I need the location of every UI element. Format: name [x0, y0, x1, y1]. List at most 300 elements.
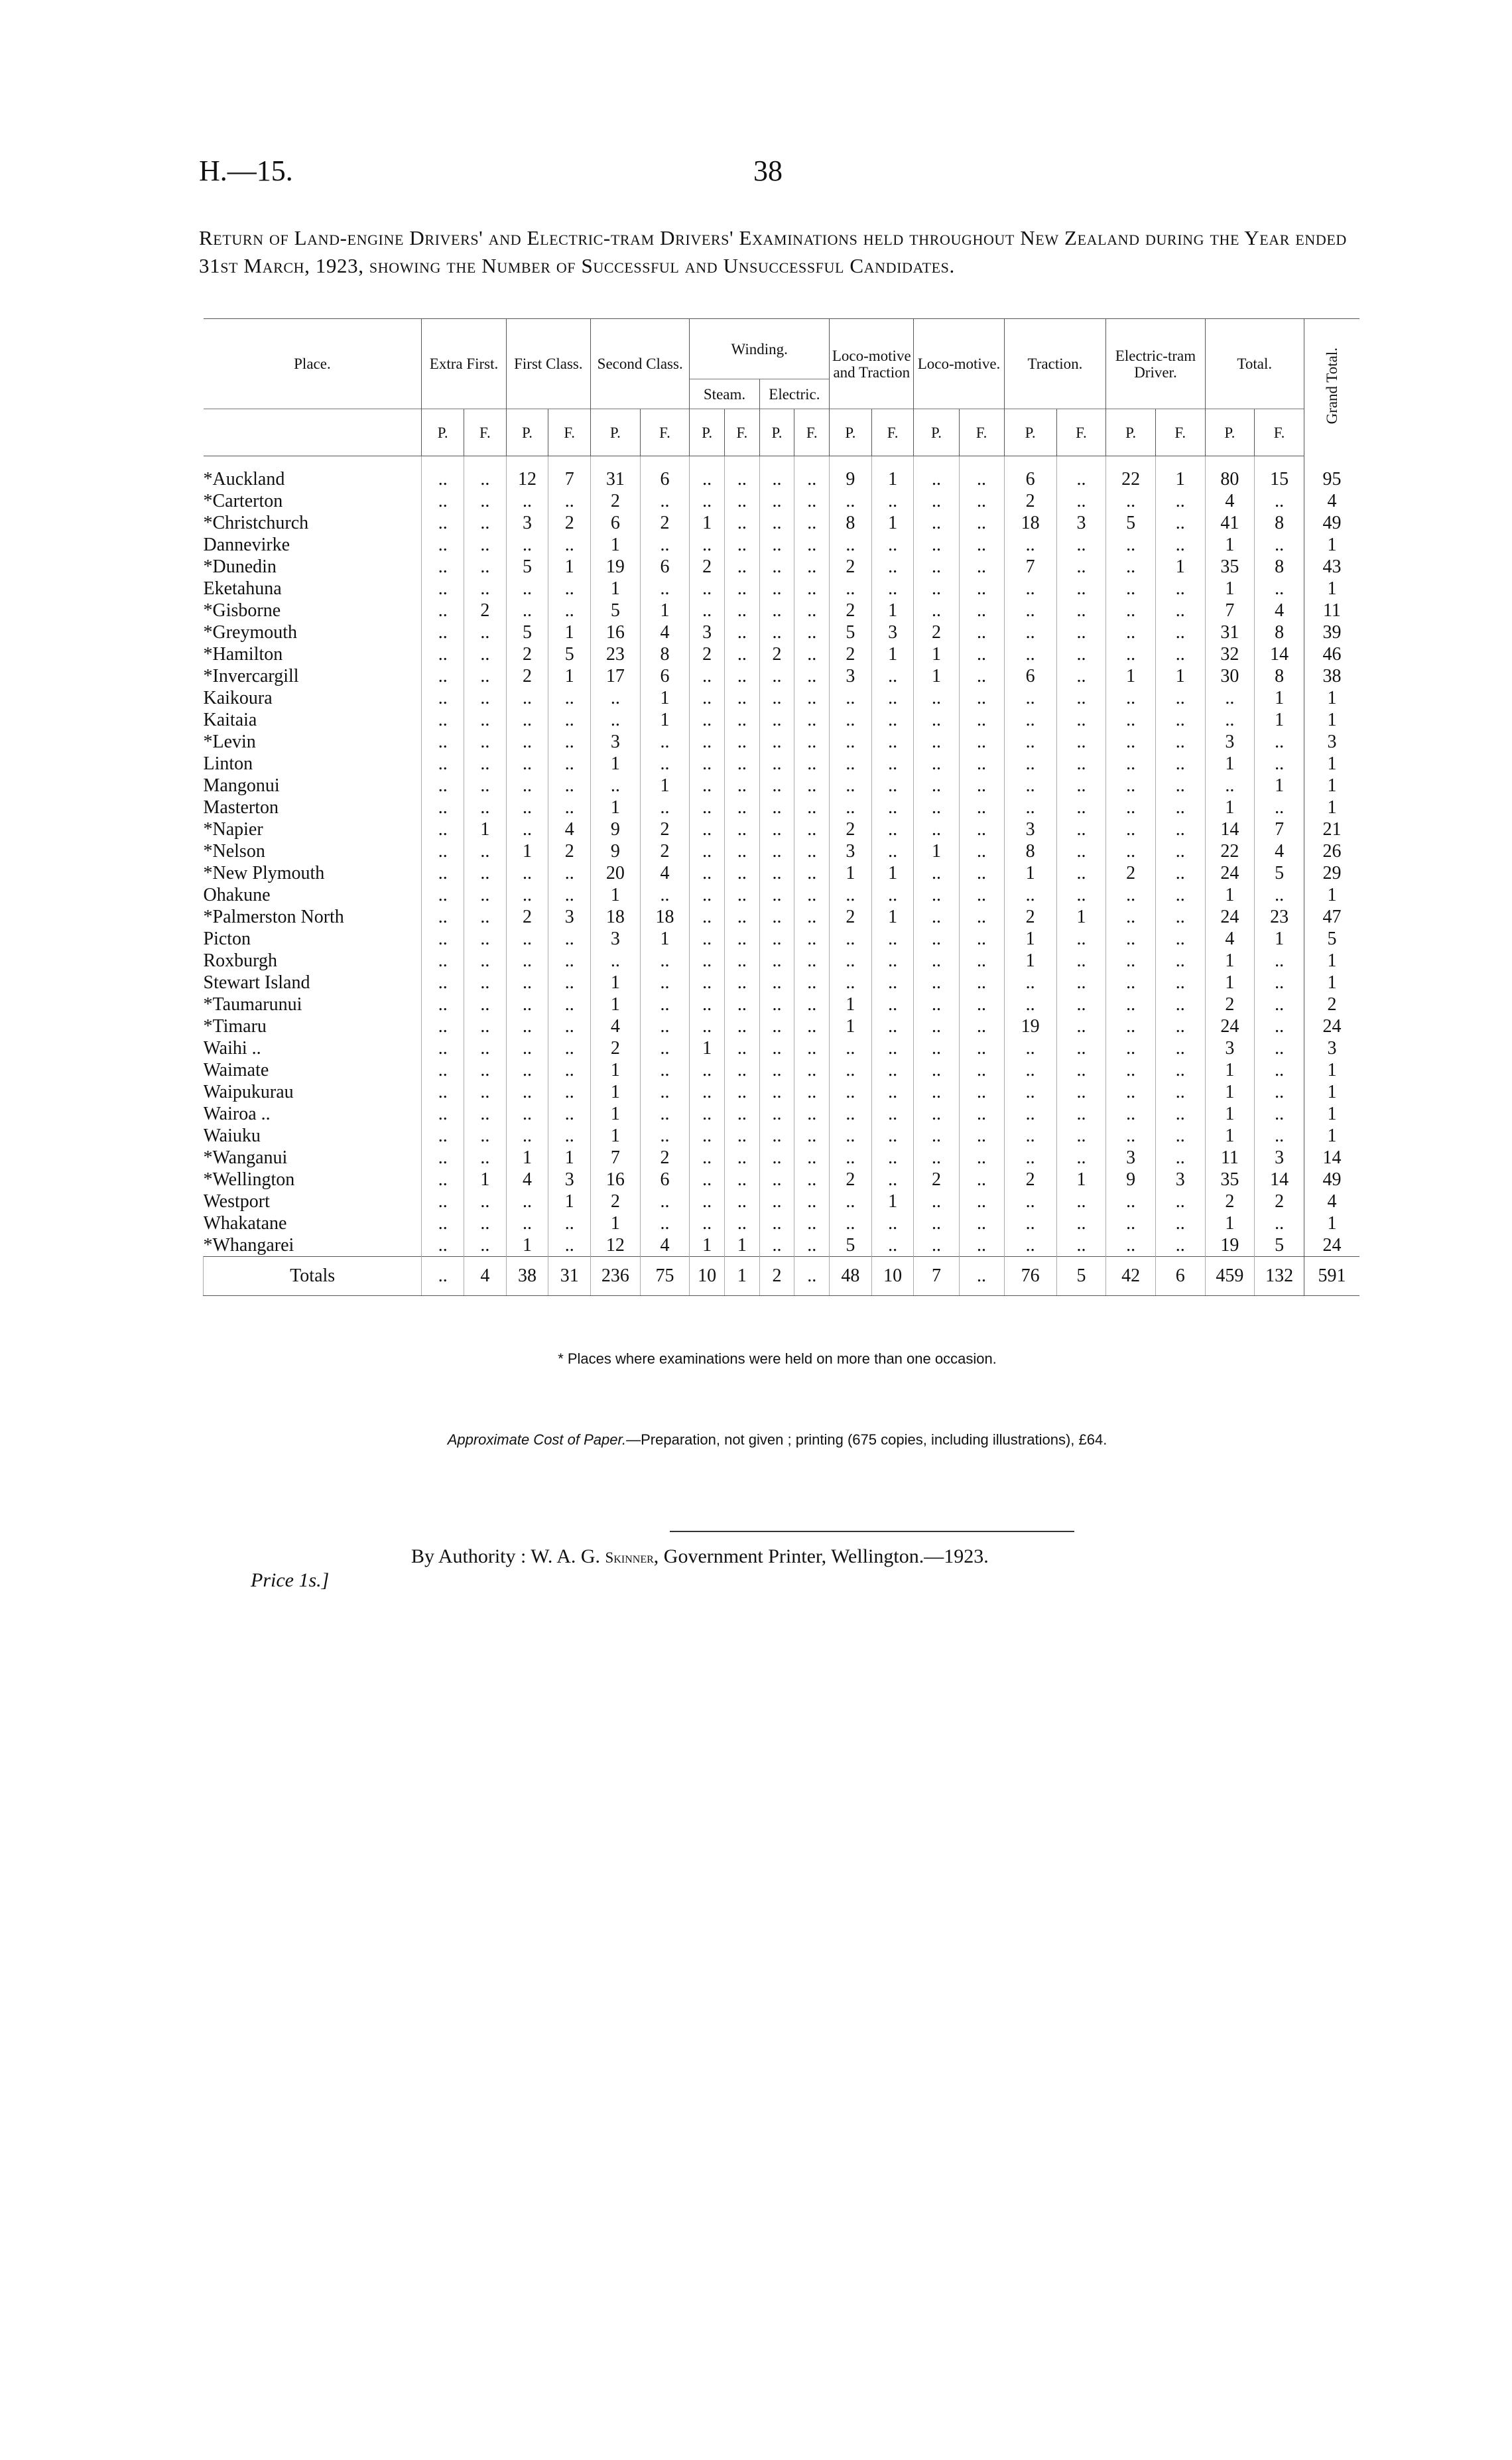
table-cell: ..	[959, 687, 1004, 709]
totals-cell: 10	[871, 1257, 914, 1296]
table-cell: ..	[690, 753, 725, 775]
table-cell: ..	[690, 972, 725, 994]
table-cell: ..	[422, 534, 464, 556]
table-row	[204, 578, 1360, 600]
table-cell: ..	[759, 490, 794, 512]
table-row	[204, 709, 1360, 731]
table-cell: ..	[464, 578, 507, 600]
totals-row	[204, 1257, 1360, 1296]
table-cell: 8	[830, 512, 872, 534]
table-cell: ..	[959, 862, 1004, 884]
table-cell: ..	[422, 928, 464, 950]
table-cell: ..	[759, 862, 794, 884]
place-name: *Dunedin	[203, 556, 277, 577]
table-cell: ..	[914, 753, 959, 775]
table-cell: 1	[548, 1147, 591, 1169]
place-name: Wairoa ..	[203, 1104, 271, 1124]
table-cell: ..	[794, 906, 830, 928]
place-name: Masterton	[203, 797, 279, 818]
table-cell: ..	[1255, 731, 1304, 753]
table-cell: ..	[690, 534, 725, 556]
table-cell: ..	[506, 884, 548, 906]
table-cell: ..	[871, 1125, 914, 1147]
table-cell: ..	[1255, 884, 1304, 906]
table-cell: ..	[464, 1147, 507, 1169]
table-cell: ..	[759, 1103, 794, 1125]
document-reference: H.—15.	[199, 155, 293, 187]
table-cell: ..	[690, 731, 725, 753]
table-cell: 1	[591, 797, 641, 818]
table-cell: 5	[506, 556, 548, 578]
table-cell: 23	[1255, 906, 1304, 928]
table-cell: ..	[1155, 512, 1205, 534]
place-name: *New Plymouth	[203, 863, 325, 883]
table-cell: ..	[1155, 1234, 1205, 1257]
table-cell: ..	[1155, 775, 1205, 797]
table-cell: ..	[591, 775, 641, 797]
grand-total-sum: 591	[1304, 1257, 1359, 1296]
header-f: F.	[464, 409, 507, 456]
table-cell: ..	[506, 1103, 548, 1125]
table-cell: ..	[422, 1212, 464, 1234]
table-cell: 22	[1106, 456, 1156, 491]
table-cell: ..	[759, 687, 794, 709]
table-cell: 15	[1255, 456, 1304, 491]
table-cell: ..	[422, 818, 464, 840]
table-cell: ..	[725, 840, 760, 862]
table-cell: ..	[1056, 1103, 1106, 1125]
table-cell: ..	[759, 1125, 794, 1147]
table-cell: ..	[640, 1081, 690, 1103]
table-cell: ..	[759, 1059, 794, 1081]
header-f: F.	[1056, 409, 1106, 456]
table-cell: 1	[871, 643, 914, 665]
table-row	[204, 456, 1360, 491]
table-cell: ..	[640, 884, 690, 906]
table-cell: 3	[548, 906, 591, 928]
table-cell: ..	[914, 1059, 959, 1081]
table-cell: ..	[794, 1059, 830, 1081]
table-row	[204, 928, 1360, 950]
table-cell: ..	[464, 1081, 507, 1103]
header-f: F.	[725, 409, 760, 456]
table-cell: ..	[422, 972, 464, 994]
table-cell: 1	[690, 512, 725, 534]
table-cell: ..	[422, 1147, 464, 1169]
header-extra-first: Extra First.	[422, 319, 506, 409]
table-cell: ..	[1155, 1059, 1205, 1081]
table-body	[204, 456, 1360, 1257]
table-cell: ..	[759, 818, 794, 840]
table-cell: ..	[871, 994, 914, 1015]
table-cell: ..	[1155, 797, 1205, 818]
table-cell: 8	[1255, 665, 1304, 687]
table-cell: ..	[914, 578, 959, 600]
table-cell: ..	[725, 643, 760, 665]
table-cell: ..	[1255, 972, 1304, 994]
table-cell: ..	[1155, 862, 1205, 884]
table-cell: 2	[830, 643, 872, 665]
header-electric: Electric.	[759, 379, 829, 409]
table-cell: ..	[1056, 1234, 1106, 1257]
table-cell: 23	[591, 643, 641, 665]
table-cell: ..	[422, 1059, 464, 1081]
table-cell: ..	[914, 862, 959, 884]
table-cell: ..	[548, 1125, 591, 1147]
table-cell: 6	[640, 1169, 690, 1191]
table-cell: ..	[759, 1234, 794, 1257]
table-cell: ..	[690, 1103, 725, 1125]
table-cell: 1	[690, 1037, 725, 1059]
table-cell: ..	[759, 1081, 794, 1103]
table-cell: ..	[759, 972, 794, 994]
totals-label: Totals	[204, 1257, 422, 1296]
table-cell: 6	[591, 512, 641, 534]
table-cell: ..	[830, 1212, 872, 1234]
table-cell: 6	[1004, 456, 1056, 491]
table-cell: 1	[690, 1234, 725, 1257]
table-cell: 7	[1255, 818, 1304, 840]
totals-cell: ..	[959, 1257, 1004, 1296]
table-cell: 1	[1155, 665, 1205, 687]
table-cell: 1	[1056, 1169, 1106, 1191]
table-cell: ..	[871, 797, 914, 818]
table-cell: ..	[422, 1125, 464, 1147]
table-cell: ..	[1056, 1059, 1106, 1081]
table-cell: 1	[1205, 1081, 1255, 1103]
table-cell: 35	[1205, 1169, 1255, 1191]
totals-cell: 76	[1004, 1257, 1056, 1296]
table-cell: 41	[1205, 512, 1255, 534]
header-winding: Winding.	[690, 319, 830, 379]
grand-total-label: Grand Total.	[1323, 348, 1340, 424]
table-cell: ..	[759, 600, 794, 621]
table-row	[204, 906, 1360, 928]
table-cell: ..	[1106, 972, 1156, 994]
table-row	[204, 490, 1360, 512]
header-f: F.	[1255, 409, 1304, 456]
table-cell: ..	[1255, 753, 1304, 775]
table-cell: ..	[422, 556, 464, 578]
table-cell: ..	[914, 731, 959, 753]
table-cell: 1	[1255, 928, 1304, 950]
table-cell: ..	[1056, 1212, 1106, 1234]
table-cell: ..	[959, 512, 1004, 534]
table-cell: 5	[1255, 1234, 1304, 1257]
table-cell: 1	[914, 665, 959, 687]
table-cell: ..	[759, 556, 794, 578]
table-cell: ..	[690, 600, 725, 621]
table-cell: ..	[1106, 928, 1156, 950]
table-cell: 2	[1205, 994, 1255, 1015]
table-cell: ..	[1155, 840, 1205, 862]
table-cell: ..	[725, 534, 760, 556]
grand-total-cell: 29	[1304, 862, 1359, 884]
table-cell: ..	[1106, 1234, 1156, 1257]
table-cell: ..	[725, 1212, 760, 1234]
table-cell: ..	[830, 950, 872, 972]
table-cell: 2	[830, 600, 872, 621]
table-cell: 80	[1205, 456, 1255, 491]
table-cell: ..	[506, 1212, 548, 1234]
table-cell: ..	[464, 1234, 507, 1257]
table-cell: 2	[548, 512, 591, 534]
table-cell: 5	[548, 643, 591, 665]
table-cell: ..	[1056, 753, 1106, 775]
table-cell: 3	[690, 621, 725, 643]
table-cell: ..	[422, 1037, 464, 1059]
table-cell: ..	[959, 775, 1004, 797]
table-cell: ..	[725, 1015, 760, 1037]
table-cell: ..	[759, 709, 794, 731]
table-row	[204, 950, 1360, 972]
grand-total-cell: 39	[1304, 621, 1359, 643]
table-cell: ..	[759, 928, 794, 950]
table-cell: ..	[871, 1212, 914, 1234]
table-cell: ..	[871, 884, 914, 906]
table-cell: 1	[1205, 1125, 1255, 1147]
table-cell: ..	[422, 994, 464, 1015]
table-cell: ..	[1155, 928, 1205, 950]
place-name: Westport	[203, 1191, 270, 1212]
table-cell: ..	[1255, 1125, 1304, 1147]
table-cell: ..	[914, 884, 959, 906]
table-cell: ..	[1106, 906, 1156, 928]
table-cell: 1	[640, 709, 690, 731]
table-cell: 4	[640, 621, 690, 643]
table-cell: ..	[690, 906, 725, 928]
table-cell: 5	[1255, 862, 1304, 884]
table-cell: ..	[422, 775, 464, 797]
table-cell: 1	[591, 578, 641, 600]
divider	[670, 1531, 1074, 1532]
place-name: *Nelson	[203, 841, 265, 862]
table-cell: ..	[794, 862, 830, 884]
table-cell: ..	[422, 797, 464, 818]
place-name: *Napier	[203, 819, 263, 840]
table-cell: 2	[1106, 862, 1156, 884]
table-cell: ..	[914, 972, 959, 994]
table-row	[204, 1015, 1360, 1037]
table-cell: ..	[422, 578, 464, 600]
table-cell: ..	[794, 534, 830, 556]
table-cell: 2	[591, 1037, 641, 1059]
table-cell: ..	[1004, 600, 1056, 621]
table-cell: ..	[725, 490, 760, 512]
table-cell: 1	[1155, 556, 1205, 578]
table-cell: ..	[914, 797, 959, 818]
table-cell: ..	[464, 621, 507, 643]
table-cell: ..	[690, 687, 725, 709]
place-name: *Palmerston North	[203, 907, 344, 927]
table-cell: ..	[1004, 1234, 1056, 1257]
grand-total-cell: 1	[1304, 950, 1359, 972]
table-cell: 1	[591, 1081, 641, 1103]
table-cell: 2	[640, 1147, 690, 1169]
table-cell: ..	[548, 753, 591, 775]
table-cell: 1	[1205, 753, 1255, 775]
table-cell: ..	[506, 797, 548, 818]
table-cell: ..	[640, 1103, 690, 1125]
table-cell: ..	[871, 1103, 914, 1125]
table-cell: ..	[725, 1191, 760, 1212]
table-cell: 3	[1155, 1169, 1205, 1191]
table-cell: 5	[1106, 512, 1156, 534]
table-cell: ..	[1004, 687, 1056, 709]
table-cell: ..	[794, 1015, 830, 1037]
totals-cell: 6	[1155, 1257, 1205, 1296]
table-cell: ..	[794, 556, 830, 578]
table-cell: 4	[591, 1015, 641, 1037]
table-cell: 1	[640, 600, 690, 621]
place-name: Stewart Island	[203, 972, 310, 993]
header-p: P.	[690, 409, 725, 456]
table-cell: ..	[422, 512, 464, 534]
table-cell: ..	[1056, 731, 1106, 753]
table-cell: ..	[464, 884, 507, 906]
table-cell: 8	[1004, 840, 1056, 862]
table-cell: ..	[830, 1191, 872, 1212]
table-cell: ..	[759, 1015, 794, 1037]
table-cell: ..	[464, 797, 507, 818]
table-cell: ..	[591, 950, 641, 972]
table-cell: ..	[640, 1125, 690, 1147]
table-row	[204, 665, 1360, 687]
table-cell: ..	[959, 994, 1004, 1015]
table-cell: 1	[1255, 709, 1304, 731]
table-cell: 2	[830, 556, 872, 578]
table-cell: ..	[959, 490, 1004, 512]
table-cell: ..	[464, 534, 507, 556]
place-name: Roxburgh	[203, 950, 277, 971]
table-cell: ..	[506, 818, 548, 840]
table-cell: ..	[1155, 1147, 1205, 1169]
table-cell: ..	[640, 1015, 690, 1037]
table-cell: ..	[959, 621, 1004, 643]
grand-total-cell: 46	[1304, 643, 1359, 665]
table-cell: ..	[422, 1169, 464, 1191]
table-cell: 12	[506, 456, 548, 491]
header-f: F.	[959, 409, 1004, 456]
totals-cell: 5	[1056, 1257, 1106, 1296]
table-cell: ..	[914, 1081, 959, 1103]
table-cell: ..	[830, 731, 872, 753]
table-cell: ..	[959, 731, 1004, 753]
table-cell: ..	[1056, 456, 1106, 491]
table-row	[204, 753, 1360, 775]
table-cell: ..	[548, 534, 591, 556]
table-cell: 1	[1004, 928, 1056, 950]
place-name: Kaitaia	[203, 710, 257, 730]
table-cell: ..	[959, 600, 1004, 621]
table-cell: ..	[506, 753, 548, 775]
table-cell: ..	[548, 1037, 591, 1059]
table-cell: 3	[830, 665, 872, 687]
table-cell: ..	[690, 456, 725, 491]
table-cell: ..	[1155, 731, 1205, 753]
table-cell: 1	[464, 1169, 507, 1191]
header-steam: Steam.	[690, 379, 759, 409]
table-cell: ..	[759, 665, 794, 687]
table-cell: ..	[422, 731, 464, 753]
header-f: F.	[640, 409, 690, 456]
table-cell: ..	[1155, 884, 1205, 906]
table-cell: ..	[548, 1015, 591, 1037]
grand-total-cell: 1	[1304, 884, 1359, 906]
table-cell: ..	[794, 1037, 830, 1059]
table-cell: ..	[1004, 994, 1056, 1015]
table-cell: ..	[871, 1147, 914, 1169]
place-name: *Auckland	[203, 469, 285, 489]
totals-cell: 75	[640, 1257, 690, 1296]
table-cell: 1	[591, 1125, 641, 1147]
grand-total-cell: 47	[1304, 906, 1359, 928]
table-cell: ..	[759, 775, 794, 797]
table-cell: ..	[1106, 600, 1156, 621]
table-cell: ..	[506, 1125, 548, 1147]
table-cell: 1	[1205, 1103, 1255, 1125]
table-cell: 1	[506, 1147, 548, 1169]
table-cell: ..	[506, 578, 548, 600]
table-cell: 4	[640, 862, 690, 884]
table-cell: 24	[1205, 1015, 1255, 1037]
table-cell: 1	[1205, 534, 1255, 556]
table-cell: ..	[690, 1125, 725, 1147]
table-cell: ..	[690, 797, 725, 818]
table-cell: ..	[959, 950, 1004, 972]
table-cell: ..	[1155, 534, 1205, 556]
table-cell: 1	[1004, 862, 1056, 884]
totals-cell: 132	[1255, 1257, 1304, 1296]
table-cell: 18	[591, 906, 641, 928]
table-row	[204, 534, 1360, 556]
table-cell: ..	[1056, 534, 1106, 556]
table-cell: ..	[548, 1059, 591, 1081]
table-cell: ..	[464, 556, 507, 578]
table-cell: ..	[506, 731, 548, 753]
table-cell: ..	[871, 840, 914, 862]
table-row	[204, 512, 1360, 534]
table-cell: ..	[1056, 1037, 1106, 1059]
table-cell: ..	[914, 1103, 959, 1125]
table-cell: ..	[794, 1212, 830, 1234]
table-cell: ..	[640, 950, 690, 972]
table-cell: 14	[1255, 643, 1304, 665]
table-cell: ..	[548, 972, 591, 994]
table-cell: 5	[506, 621, 548, 643]
table-cell: ..	[794, 797, 830, 818]
table-row	[204, 1081, 1360, 1103]
table-cell: ..	[1155, 994, 1205, 1015]
table-cell: ..	[690, 840, 725, 862]
table-cell: ..	[759, 906, 794, 928]
place-name: Linton	[203, 753, 253, 774]
table-cell: ..	[794, 1234, 830, 1257]
table-row	[204, 600, 1360, 621]
table-cell: ..	[1255, 797, 1304, 818]
table-cell: 19	[1004, 1015, 1056, 1037]
table-row	[204, 1103, 1360, 1125]
table-cell: ..	[1155, 643, 1205, 665]
place-name: *Greymouth	[203, 622, 298, 643]
table-cell: ..	[959, 928, 1004, 950]
table-cell: ..	[725, 1081, 760, 1103]
table-cell: ..	[1155, 818, 1205, 840]
table-cell: ..	[871, 490, 914, 512]
table-cell: ..	[548, 797, 591, 818]
header-p: P.	[1205, 409, 1255, 456]
table-cell: ..	[464, 456, 507, 491]
